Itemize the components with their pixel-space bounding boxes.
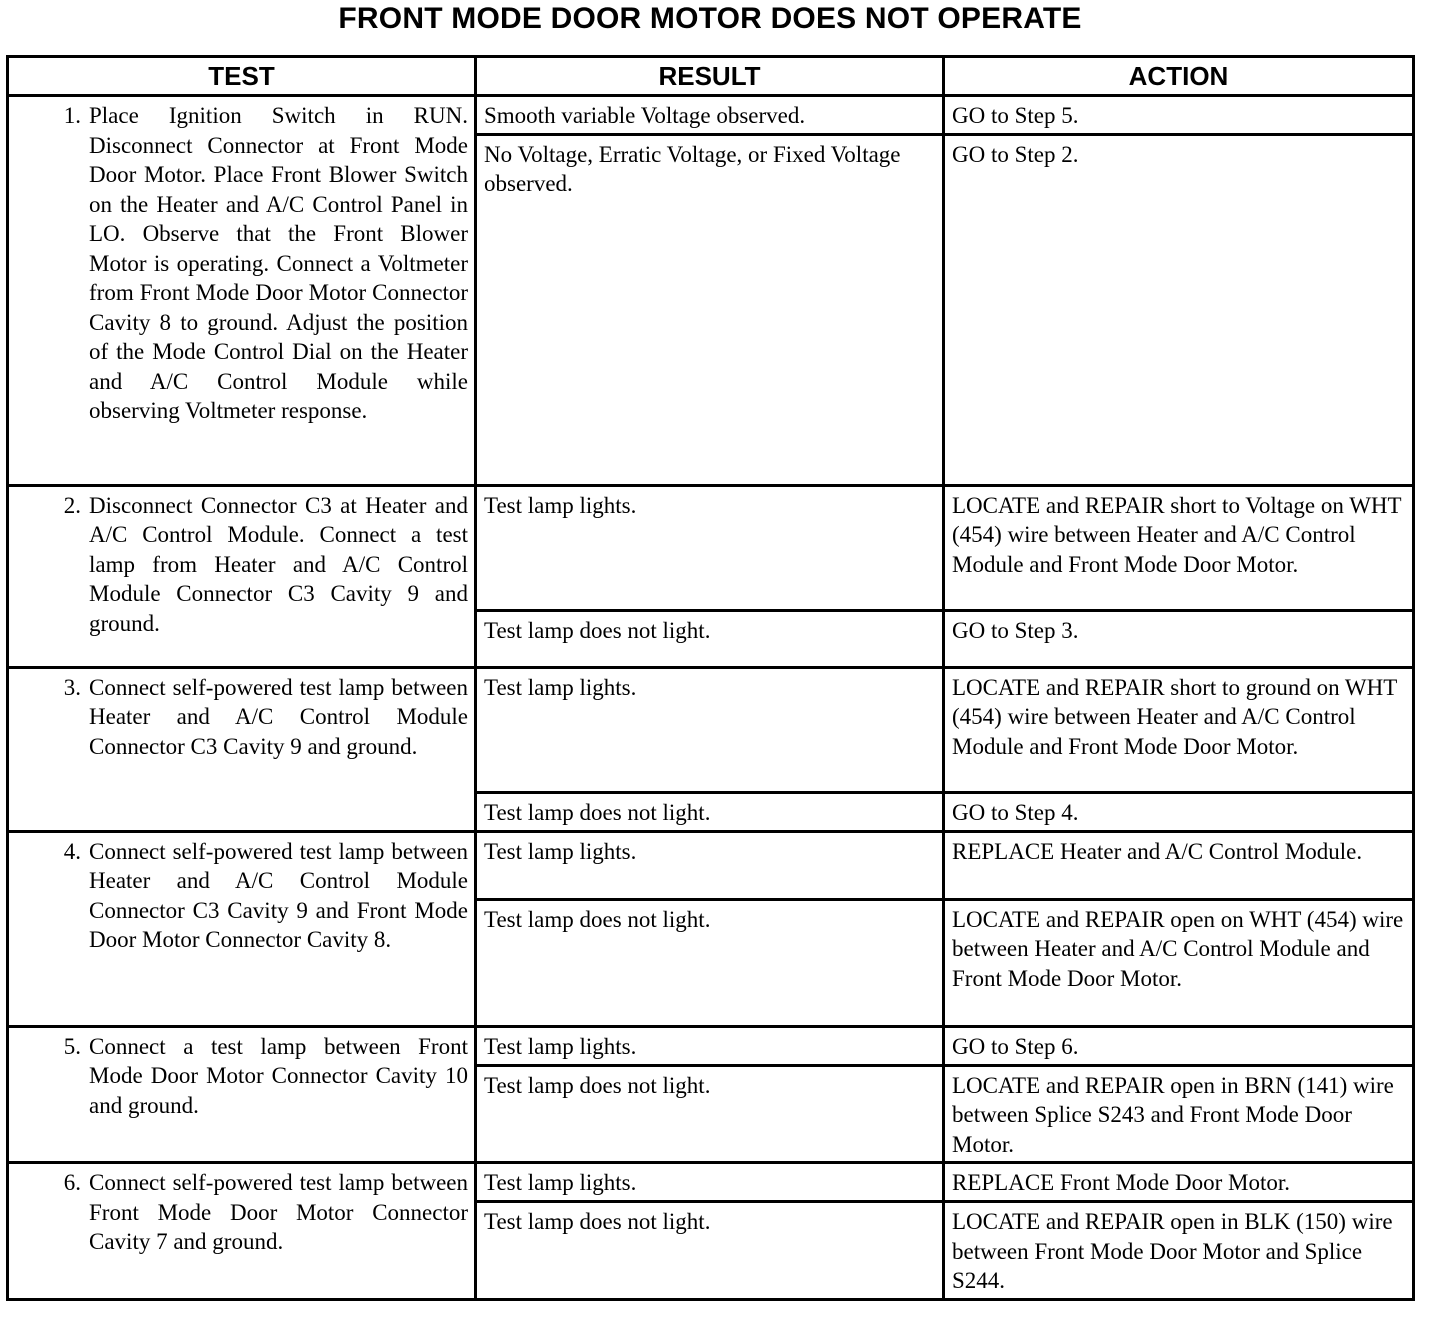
step-number: 1. xyxy=(63,103,81,128)
step-5-action-1: GO to Step 6. xyxy=(944,1026,1414,1065)
header-row xyxy=(8,57,1414,96)
step-test-text: Connect self-powered test lamp between Heater and A/C Control Module Connector C3 Cavity 9 and ground. xyxy=(89,674,468,759)
step-2-row-a xyxy=(8,485,1414,610)
step-1-row-a xyxy=(8,96,1414,135)
step-number: 5. xyxy=(63,1033,81,1059)
step-3-result-2: Test lamp does not light. xyxy=(476,792,944,831)
step-6-result-2: Test lamp does not light. xyxy=(476,1202,944,1300)
step-2-test-cell xyxy=(8,485,476,667)
step-3-action-1: LOCATE and REPAIR short to ground on WHT (454) wire between Heater and A/C Control Module and Front Mode Door Motor. xyxy=(944,667,1414,792)
step-2-result-2: Test lamp does not light. xyxy=(476,610,944,667)
step-6-test-cell xyxy=(8,1163,476,1300)
step-4-result-2: Test lamp does not light. xyxy=(476,899,944,1026)
step-3-row-a xyxy=(8,667,1414,792)
step-test-text: Connect self-powered test lamp between Front Mode Door Motor Connector Cavity 7 and ground. xyxy=(89,1170,468,1254)
step-2-action-1: LOCATE and REPAIR short to Voltage on WHT (454) wire between Heater and A/C Control Module and Front Mode Door Motor. xyxy=(944,485,1414,610)
step-6-action-1: REPLACE Front Mode Door Motor. xyxy=(944,1163,1414,1202)
page-title: FRONT MODE DOOR MOTOR DOES NOT OPERATE xyxy=(338,2,1082,35)
step-4-action-2: LOCATE and REPAIR open on WHT (454) wire between Heater and A/C Control Module and Front Mode Door Motor. xyxy=(944,899,1414,1026)
diagnostic-table xyxy=(6,55,1415,1301)
step-test-text: Disconnect Connector C3 at Heater and A/C Control Module. Connect a test lamp from Heater and A/C Control Module Connector C3 Cavity 9 and ground. xyxy=(89,492,468,636)
step-1-result-1: Smooth variable Voltage observed. xyxy=(476,96,944,135)
step-3-action-2: GO to Step 4. xyxy=(944,792,1414,831)
step-number: 6. xyxy=(63,1170,81,1195)
step-2-action-2: GO to Step 3. xyxy=(944,610,1414,667)
step-6-row-a xyxy=(8,1163,1414,1202)
step-number: 2. xyxy=(63,492,81,518)
test-column-header: TEST xyxy=(8,57,476,96)
action-column-header: ACTION xyxy=(944,57,1414,96)
step-test-text: Connect self-powered test lamp between Heater and A/C Control Module Connector C3 Cavity 9 and Front Mode Door Motor Connector Cavity 8. xyxy=(89,838,468,952)
step-test-text: Connect a test lamp between Front Mode Door Motor Connector Cavity 10 and ground. xyxy=(89,1033,468,1118)
step-1-result-2: No Voltage, Erratic Voltage, or Fixed Voltage observed. xyxy=(476,134,944,485)
step-5-row-a xyxy=(8,1026,1414,1065)
step-3-result-1: Test lamp lights. xyxy=(476,667,944,792)
step-1-action-2: GO to Step 2. xyxy=(944,134,1414,485)
step-1-test-cell xyxy=(8,96,476,486)
result-column-header: RESULT xyxy=(476,57,944,96)
step-5-action-2: LOCATE and REPAIR open in BRN (141) wire between Splice S243 and Front Mode Door Motor. xyxy=(944,1065,1414,1163)
step-4-test-cell xyxy=(8,831,476,1026)
step-4-row-a xyxy=(8,831,1414,899)
step-2-result-1: Test lamp lights. xyxy=(476,485,944,610)
step-5-result-2: Test lamp does not light. xyxy=(476,1065,944,1163)
step-number: 3. xyxy=(63,674,81,700)
step-6-result-1: Test lamp lights. xyxy=(476,1163,944,1202)
step-4-action-1: REPLACE Heater and A/C Control Module. xyxy=(944,831,1414,899)
step-test-text: Place Ignition Switch in RUN. Disconnect Connector at Front Mode Door Motor. Place Front Blower Switch on the Heater and A/C Control Panel in LO. Observe that the Front Blower Motor is operating. Connect a Voltmeter from Front Mode Door Motor Connector Cavity 8 to ground. Adjust the position of the Mode Control Dial on the Heater and A/C Control Module while observing Voltmeter response. xyxy=(89,103,468,423)
step-5-test-cell xyxy=(8,1026,476,1163)
step-number: 4. xyxy=(63,838,81,864)
step-6-action-2: LOCATE and REPAIR open in BLK (150) wire between Front Mode Door Motor and Splice S244. xyxy=(944,1202,1414,1300)
step-4-result-1: Test lamp lights. xyxy=(476,831,944,899)
step-1-action-1: GO to Step 5. xyxy=(944,96,1414,135)
step-5-result-1: Test lamp lights. xyxy=(476,1026,944,1065)
step-3-test-cell xyxy=(8,667,476,831)
